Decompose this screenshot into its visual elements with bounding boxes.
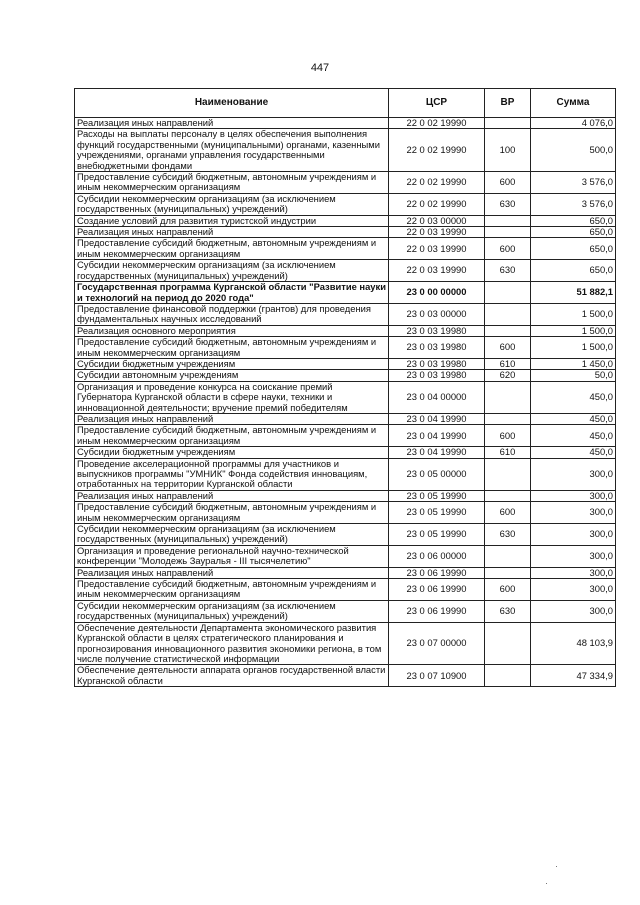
cell-csr: 23 0 05 19990 (389, 524, 485, 546)
table-row (75, 502, 616, 524)
cell-csr: 23 0 04 00000 (389, 381, 485, 413)
cell-name: Создание условий для развития туристской индустрии (75, 215, 389, 226)
cell-csr: 23 0 03 19980 (389, 358, 485, 369)
cell-sum: 300,0 (531, 579, 616, 601)
cell-csr: 23 0 06 19990 (389, 600, 485, 622)
cell-vr (485, 622, 531, 665)
cell-sum: 51 882,1 (531, 282, 616, 304)
table-row (75, 260, 616, 282)
table-row (75, 303, 616, 325)
cell-csr: 23 0 07 00000 (389, 622, 485, 665)
cell-sum: 4 076,0 (531, 118, 616, 129)
table-row (75, 172, 616, 194)
table-row (75, 665, 616, 687)
cell-name: Предоставление субсидий бюджетным, автономным учреждениям и иным некоммерческим организациям (75, 238, 389, 260)
cell-csr: 23 0 03 00000 (389, 303, 485, 325)
cell-sum: 3 576,0 (531, 172, 616, 194)
cell-sum: 3 576,0 (531, 193, 616, 215)
table-row (75, 490, 616, 501)
cell-name: Субсидии некоммерческим организациям (за исключением государственных (муниципальных) учреждений) (75, 524, 389, 546)
cell-csr: 23 0 03 19980 (389, 370, 485, 381)
table-row (75, 567, 616, 578)
cell-vr: 630 (485, 193, 531, 215)
table-row (75, 282, 616, 304)
cell-name: Организация и проведение региональной научно-технической конференции "Молодежь Зауралья - III тысячелетию" (75, 545, 389, 567)
cell-vr (485, 458, 531, 490)
cell-vr (485, 413, 531, 424)
table-row (75, 622, 616, 665)
cell-name: Предоставление финансовой поддержки (грантов) для проведения фундаментальных научных исследований (75, 303, 389, 325)
cell-sum: 500,0 (531, 129, 616, 172)
cell-csr: 23 0 03 19980 (389, 325, 485, 336)
cell-sum: 300,0 (531, 600, 616, 622)
cell-csr: 23 0 06 19990 (389, 579, 485, 601)
table-row (75, 381, 616, 413)
cell-csr: 22 0 03 19990 (389, 238, 485, 260)
table-body (75, 118, 616, 687)
table-row (75, 238, 616, 260)
cell-sum: 450,0 (531, 413, 616, 424)
cell-vr (485, 567, 531, 578)
cell-csr: 23 0 05 19990 (389, 490, 485, 501)
table-row (75, 193, 616, 215)
cell-csr: 22 0 03 00000 (389, 215, 485, 226)
cell-csr: 22 0 03 19990 (389, 260, 485, 282)
cell-vr: 600 (485, 502, 531, 524)
cell-vr: 630 (485, 600, 531, 622)
cell-name: Субсидии автономным учреждениям (75, 370, 389, 381)
table-row (75, 447, 616, 458)
cell-vr: 610 (485, 447, 531, 458)
cell-csr: 22 0 03 19990 (389, 227, 485, 238)
scan-speck (556, 866, 557, 867)
cell-csr: 23 0 00 00000 (389, 282, 485, 304)
cell-name: Реализация иных направлений (75, 413, 389, 424)
cell-name: Предоставление субсидий бюджетным, автономным учреждениям и иным некоммерческим организациям (75, 579, 389, 601)
cell-csr: 23 0 03 19980 (389, 337, 485, 359)
cell-vr: 600 (485, 579, 531, 601)
cell-csr: 23 0 04 19990 (389, 413, 485, 424)
cell-csr: 23 0 04 19990 (389, 447, 485, 458)
cell-sum: 300,0 (531, 458, 616, 490)
cell-sum: 650,0 (531, 215, 616, 226)
table-row (75, 118, 616, 129)
cell-vr (485, 665, 531, 687)
cell-sum: 300,0 (531, 567, 616, 578)
cell-name: Субсидии некоммерческим организациям (за исключением государственных (муниципальных) учреждений) (75, 260, 389, 282)
table-header-row (75, 89, 616, 118)
table-row (75, 545, 616, 567)
cell-vr: 600 (485, 238, 531, 260)
header-sum: Сумма (531, 89, 616, 118)
cell-csr: 22 0 02 19990 (389, 172, 485, 194)
cell-csr: 22 0 02 19990 (389, 129, 485, 172)
header-name: Наименование (75, 89, 389, 118)
cell-sum: 650,0 (531, 227, 616, 238)
cell-sum: 300,0 (531, 524, 616, 546)
cell-vr (485, 303, 531, 325)
cell-name: Предоставление субсидий бюджетным, автономным учреждениям и иным некоммерческим организациям (75, 502, 389, 524)
cell-csr: 22 0 02 19990 (389, 193, 485, 215)
cell-vr (485, 118, 531, 129)
cell-csr: 23 0 07 10900 (389, 665, 485, 687)
table-row (75, 425, 616, 447)
table-row (75, 325, 616, 336)
scan-speck (546, 883, 547, 884)
cell-csr: 22 0 02 19990 (389, 118, 485, 129)
cell-vr (485, 227, 531, 238)
cell-sum: 47 334,9 (531, 665, 616, 687)
cell-sum: 1 500,0 (531, 303, 616, 325)
cell-sum: 450,0 (531, 447, 616, 458)
cell-name: Обеспечение деятельности Департамента экономического развития Курганской области в целях стратегического планирования и прогнозирования инновационного развития экономики региона, в том числе получение статистической информации (75, 622, 389, 665)
cell-name: Реализация иных направлений (75, 227, 389, 238)
cell-sum: 1 450,0 (531, 358, 616, 369)
table-row (75, 524, 616, 546)
cell-vr: 630 (485, 260, 531, 282)
cell-sum: 450,0 (531, 381, 616, 413)
cell-sum: 300,0 (531, 490, 616, 501)
cell-csr: 23 0 04 19990 (389, 425, 485, 447)
header-csr: ЦСР (389, 89, 485, 118)
cell-vr (485, 282, 531, 304)
cell-sum: 1 500,0 (531, 325, 616, 336)
cell-vr (485, 381, 531, 413)
cell-vr: 620 (485, 370, 531, 381)
cell-sum: 50,0 (531, 370, 616, 381)
cell-name: Субсидии некоммерческим организациям (за исключением государственных (муниципальных) учреждений) (75, 600, 389, 622)
cell-vr (485, 545, 531, 567)
cell-name: Реализация иных направлений (75, 567, 389, 578)
budget-table (74, 88, 616, 687)
table-row (75, 370, 616, 381)
cell-name: Субсидии бюджетным учреждениям (75, 358, 389, 369)
cell-csr: 23 0 05 00000 (389, 458, 485, 490)
table-row (75, 413, 616, 424)
cell-name: Предоставление субсидий бюджетным, автономным учреждениям и иным некоммерческим организациям (75, 172, 389, 194)
cell-name: Обеспечение деятельности аппарата органов государственной власти Курганской области (75, 665, 389, 687)
cell-name: Реализация иных направлений (75, 490, 389, 501)
cell-vr: 600 (485, 425, 531, 447)
cell-name: Проведение акселерационной программы для участников и выпускников программы "УМНИК" Фонда содействия инновациям, отработанных на территории Курганской области (75, 458, 389, 490)
cell-csr: 23 0 06 19990 (389, 567, 485, 578)
page-number: 447 (310, 62, 330, 74)
table-row (75, 337, 616, 359)
cell-sum: 650,0 (531, 238, 616, 260)
cell-vr: 600 (485, 172, 531, 194)
table-row (75, 215, 616, 226)
cell-sum: 300,0 (531, 545, 616, 567)
table-row (75, 129, 616, 172)
cell-name: Государственная программа Курганской области "Развитие науки и технологий на период до 2020 года" (75, 282, 389, 304)
cell-name: Реализация основного мероприятия (75, 325, 389, 336)
cell-sum: 1 500,0 (531, 337, 616, 359)
cell-vr (485, 325, 531, 336)
table-row (75, 458, 616, 490)
cell-name: Расходы на выплаты персоналу в целях обеспечения выполнения функций государственными (муниципальными) органами, казенными учреждениями, органами управления государственными внебюджетными фондами (75, 129, 389, 172)
header-vr: ВР (485, 89, 531, 118)
cell-csr: 23 0 05 19990 (389, 502, 485, 524)
table-row (75, 358, 616, 369)
cell-name: Предоставление субсидий бюджетным, автономным учреждениям и иным некоммерческим организациям (75, 337, 389, 359)
table-row (75, 600, 616, 622)
cell-name: Предоставление субсидий бюджетным, автономным учреждениям и иным некоммерческим организациям (75, 425, 389, 447)
cell-vr: 600 (485, 337, 531, 359)
cell-sum: 300,0 (531, 502, 616, 524)
cell-name: Реализация иных направлений (75, 118, 389, 129)
cell-sum: 48 103,9 (531, 622, 616, 665)
cell-vr (485, 490, 531, 501)
cell-csr: 23 0 06 00000 (389, 545, 485, 567)
cell-sum: 650,0 (531, 260, 616, 282)
cell-vr: 100 (485, 129, 531, 172)
cell-name: Организация и проведение конкурса на соискание премий Губернатора Курганской области в сфере науки, техники и инновационной деятельности; вручение премий победителям (75, 381, 389, 413)
cell-vr (485, 215, 531, 226)
table-row (75, 579, 616, 601)
cell-vr: 610 (485, 358, 531, 369)
cell-name: Субсидии бюджетным учреждениям (75, 447, 389, 458)
cell-vr: 630 (485, 524, 531, 546)
table-row (75, 227, 616, 238)
cell-sum: 450,0 (531, 425, 616, 447)
cell-name: Субсидии некоммерческим организациям (за исключением государственных (муниципальных) учреждений) (75, 193, 389, 215)
